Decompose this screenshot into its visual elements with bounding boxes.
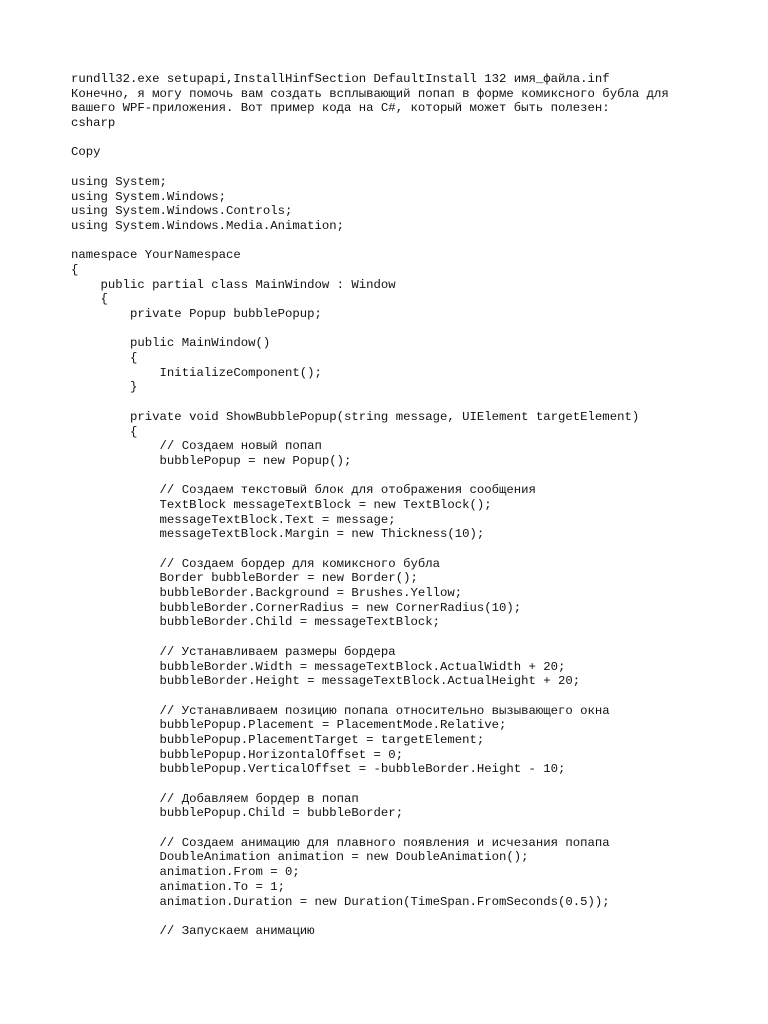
code-line: messageTextBlock.Text = message; — [71, 512, 396, 527]
code-line: // Добавляем бордер в попап — [71, 791, 359, 806]
text-line: Конечно, я могу помочь вам создать всплывающий попап в форме комиксного бубла для — [71, 86, 669, 101]
text-line: csharp — [71, 116, 116, 131]
code-line: { — [71, 292, 108, 307]
document-text — [71, 72, 761, 939]
code-line — [71, 542, 761, 557]
code-line: // Создаем бордер для комиксного бубла — [71, 556, 440, 571]
code-line: public partial class MainWindow : Window — [71, 277, 396, 292]
code-line: public MainWindow() — [71, 336, 271, 351]
text-line — [71, 160, 761, 175]
text-line: rundll32.exe setupapi,InstallHinfSection DefaultInstall 132 имя_файла.inf — [71, 72, 610, 86]
code-line: // Устанавливаем размеры бордера — [71, 644, 396, 659]
code-line — [71, 777, 761, 792]
code-line — [71, 689, 761, 704]
code-line: // Создаем анимацию для плавного появления и исчезания попапа — [71, 835, 610, 850]
code-line — [71, 322, 761, 337]
code-line: using System; — [71, 174, 167, 189]
code-line: animation.From = 0; — [71, 865, 300, 880]
text-line: вашего WPF-приложения. Вот пример кода на C#, который может быть полезен: — [71, 101, 610, 116]
code-line: // Создаем текстовый блок для отображения сообщения — [71, 483, 536, 498]
code-line: { — [71, 424, 138, 439]
code-line: // Создаем новый попап — [71, 439, 322, 454]
code-line — [71, 821, 761, 836]
code-line: bubbleBorder.Height = messageTextBlock.ActualHeight + 20; — [71, 674, 581, 689]
code-line: animation.To = 1; — [71, 879, 286, 894]
code-line: private void ShowBubblePopup(string message, UIElement targetElement) — [71, 409, 640, 424]
code-line — [71, 469, 761, 484]
code-line: bubbleBorder.Background = Brushes.Yellow; — [71, 586, 463, 601]
code-line: bubblePopup.VerticalOffset = -bubbleBorder.Height - 10; — [71, 762, 566, 777]
code-line: using System.Windows.Controls; — [71, 204, 293, 219]
code-line: bubbleBorder.Width = messageTextBlock.ActualWidth + 20; — [71, 659, 566, 674]
code-line: Border bubbleBorder = new Border(); — [71, 571, 418, 586]
code-line: { — [71, 351, 138, 366]
code-line: using System.Windows.Media.Animation; — [71, 218, 345, 233]
code-line: namespace YourNamespace — [71, 248, 241, 263]
code-line — [71, 909, 761, 924]
code-line: messageTextBlock.Margin = new Thickness(10); — [71, 527, 485, 542]
code-line: bubbleBorder.Child = messageTextBlock; — [71, 615, 440, 630]
code-line: bubblePopup.PlacementTarget = targetElement; — [71, 732, 485, 747]
code-line: // Запускаем анимацию — [71, 923, 315, 938]
text-line: Copy — [71, 145, 101, 160]
code-line: // Устанавливаем позицию попапа относительно вызывающего окна — [71, 703, 610, 718]
code-line: } — [71, 380, 138, 395]
code-line: DoubleAnimation animation = new DoubleAnimation(); — [71, 850, 529, 865]
code-line: bubbleBorder.CornerRadius = new CornerRadius(10); — [71, 600, 522, 615]
code-line: bubblePopup.HorizontalOffset = 0; — [71, 747, 404, 762]
text-line — [71, 131, 761, 146]
code-line: bubblePopup = new Popup(); — [71, 453, 352, 468]
code-line: using System.Windows; — [71, 189, 226, 204]
code-line: bubblePopup.Child = bubbleBorder; — [71, 806, 404, 821]
code-line: TextBlock messageTextBlock = new TextBlock(); — [71, 497, 492, 512]
code-line: InitializeComponent(); — [71, 365, 322, 380]
code-line — [71, 395, 761, 410]
code-line: { — [71, 262, 79, 277]
code-line: animation.Duration = new Duration(TimeSpan.FromSeconds(0.5)); — [71, 894, 610, 909]
code-line: bubblePopup.Placement = PlacementMode.Relative; — [71, 718, 507, 733]
code-line — [71, 234, 761, 249]
code-line: private Popup bubblePopup; — [71, 307, 322, 321]
code-line — [71, 630, 761, 645]
